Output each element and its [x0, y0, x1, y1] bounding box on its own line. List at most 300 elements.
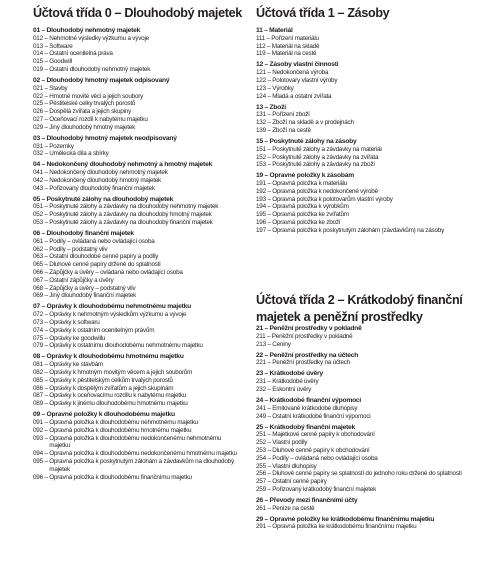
account-code: 022 [33, 92, 43, 100]
code-separator: – [267, 412, 271, 420]
account-row [256, 50, 468, 58]
code-separator: – [264, 172, 268, 180]
account-code: 095 [33, 457, 43, 465]
account-row [33, 43, 243, 51]
code-separator: – [264, 351, 268, 359]
code-separator: – [267, 385, 271, 393]
account-name: Umělecká díla a sbírky [49, 150, 109, 158]
account-name: Poskytnuté zálohy a závdavky na zboží [272, 161, 375, 169]
account-row [256, 523, 468, 531]
account-name: Zásoby vlastní činnosti [269, 61, 339, 69]
account-row [33, 450, 243, 458]
account-code: 253 [256, 446, 266, 454]
code-separator: – [44, 450, 48, 458]
code-separator: – [267, 404, 271, 412]
code-separator: – [44, 84, 48, 92]
account-row [256, 180, 468, 188]
account-row [33, 392, 243, 400]
code-separator: – [267, 153, 271, 161]
account-row [33, 458, 243, 474]
code-separator: – [41, 134, 45, 142]
code-separator: – [266, 332, 271, 340]
code-separator: – [267, 470, 271, 478]
code-separator: – [44, 203, 48, 211]
account-row [256, 439, 468, 447]
account-name: Poskytnuté zálohy a závdavky na dlouhodobý nehmotný majetek [49, 203, 219, 211]
account-row [256, 505, 468, 513]
account-name: Oprávky k jinému dlouhodobému hmotnému majetku [49, 400, 188, 408]
account-code: 24 [256, 396, 263, 404]
account-name: Opravné položky ke krátkodobému finančnímu majetku [269, 515, 435, 523]
account-row [256, 111, 468, 119]
code-separator: – [44, 376, 48, 384]
code-separator: – [266, 42, 271, 50]
account-row [33, 369, 243, 377]
account-row [256, 127, 468, 135]
account-name: Ostatní cenné papíry [272, 478, 327, 486]
account-group [256, 61, 468, 69]
account-code: 121 [256, 69, 266, 77]
account-code: 139 [256, 126, 266, 134]
account-code: 213 [256, 340, 266, 348]
account-code: 019 [33, 65, 43, 73]
account-code: 131 [256, 111, 266, 119]
account-name: Opravná položka ke zboží [272, 219, 341, 227]
account-code: 068 [33, 284, 43, 292]
account-name: Opravné položky k zásobám [269, 172, 354, 180]
account-group [33, 196, 243, 204]
account-row [33, 285, 243, 293]
account-name: Oprávky k dlouhodobému hmotnému majetku [46, 353, 184, 361]
account-row [33, 169, 243, 177]
account-code: 124 [256, 92, 266, 100]
account-row [256, 463, 468, 471]
account-code: 096 [33, 473, 43, 481]
code-separator: – [44, 368, 48, 376]
code-separator: – [44, 326, 48, 334]
account-code: 122 [256, 76, 266, 84]
class0-account-list [33, 27, 243, 481]
account-name: Oceňovací rozdíl k nabytému majetku [49, 115, 148, 123]
account-code: 22 [256, 351, 263, 359]
code-separator: – [267, 454, 271, 462]
account-name: Stavby [49, 84, 68, 92]
code-separator: – [267, 203, 271, 211]
code-separator: – [44, 50, 48, 58]
code-separator: – [267, 478, 271, 486]
code-separator: – [267, 446, 271, 454]
code-separator: – [267, 219, 271, 227]
account-row [33, 319, 243, 327]
account-code: 09 [33, 411, 40, 419]
account-name: Oprávky k dospělým zvířatům a jejich skupinám [49, 384, 174, 392]
account-code: 085 [33, 376, 43, 384]
account-name: Opravná položka k dlouhodobému nedokončenému hmotnému majetku [49, 450, 237, 458]
account-code: 196 [256, 219, 266, 227]
account-row [256, 161, 468, 169]
account-name: Ostatní dlouhodobé cenné papíry a podíly [49, 253, 159, 261]
code-separator: – [267, 504, 271, 512]
code-separator: – [44, 457, 48, 465]
account-code: 252 [256, 439, 266, 447]
account-row [33, 277, 243, 285]
account-name: Materiál na cestě [271, 50, 317, 58]
account-code: 259 [256, 485, 266, 493]
account-row [256, 405, 468, 413]
account-name: Jiný dlouhodobý hmotný majetek [49, 123, 136, 131]
account-name: Nedokončená výroba [272, 69, 329, 77]
account-code: 197 [256, 226, 266, 234]
code-separator: – [44, 334, 48, 342]
code-separator: – [44, 342, 48, 350]
account-code: 065 [33, 261, 43, 269]
code-separator: – [41, 303, 45, 311]
code-separator: – [44, 284, 48, 292]
account-row [33, 35, 243, 43]
code-separator: – [44, 311, 48, 319]
account-code: 073 [33, 319, 43, 327]
account-code: 19 [256, 172, 263, 180]
account-row [256, 470, 468, 478]
code-separator: – [44, 400, 48, 408]
code-separator: – [44, 34, 48, 42]
account-name: Oprávky k dlouhodobému nehmotnému majetku [46, 303, 191, 311]
account-row [33, 185, 243, 193]
code-separator: – [267, 462, 271, 470]
code-separator: – [44, 292, 48, 300]
account-name: Zápůjčky a úvěry – podstatný vliv [49, 284, 136, 292]
code-separator: – [44, 184, 48, 192]
account-code: 15 [256, 137, 263, 145]
code-separator: – [264, 137, 268, 145]
account-code: 041 [33, 169, 43, 177]
account-code: 015 [33, 58, 43, 66]
account-group [256, 497, 468, 505]
account-name: Dluhové cenné papíry držené do splatnosti [49, 261, 161, 269]
account-name: Opravná položka k poskytnutým zálohám a závdavkům na dlouhodobý majetek [49, 457, 234, 473]
code-separator: – [264, 515, 268, 523]
account-group [256, 516, 468, 524]
account-name: Podíly – ovládaná nebo ovládající osoba [49, 237, 155, 245]
code-separator: – [44, 58, 48, 66]
account-code: 112 [256, 42, 266, 50]
account-row [256, 431, 468, 439]
code-separator: – [44, 142, 48, 150]
account-row [256, 486, 468, 494]
account-code: 079 [33, 342, 43, 350]
account-row [33, 427, 243, 435]
class2-account-list [256, 325, 468, 531]
account-code: 074 [33, 326, 43, 334]
account-group [256, 27, 468, 35]
account-name: Goodwill [49, 58, 72, 66]
account-name: Oprávky k nehmotným výsledkům výzkumu a vývoje [49, 311, 187, 319]
account-code: 29 [256, 515, 263, 523]
account-row [256, 478, 468, 486]
account-name: Majetkové cenné papíry k obchodování [272, 431, 375, 439]
account-row [33, 211, 243, 219]
code-separator: – [44, 269, 48, 277]
account-row [33, 361, 243, 369]
account-row [33, 261, 243, 269]
account-name: Krátkodobý finanční majetek [269, 423, 355, 431]
code-separator: – [41, 195, 45, 203]
account-code: 026 [33, 108, 43, 116]
code-separator: – [44, 473, 48, 481]
account-name: Nedokončený dlouhodobý nehmotný majetek [49, 169, 168, 177]
code-separator: – [267, 359, 271, 367]
code-separator: – [41, 161, 45, 169]
account-name: Zápůjčky a úvěry – ovládaná nebo ovládající osoba [49, 269, 183, 277]
account-code: 075 [33, 334, 43, 342]
account-name: Peněžní prostředky v pokladně [269, 325, 362, 332]
account-row [256, 413, 468, 421]
account-name: Dlouhodobý nehmotný majetek [46, 27, 141, 34]
account-row [256, 69, 468, 77]
account-code: 211 [256, 332, 266, 340]
account-code: 153 [256, 161, 266, 169]
class1-account-list [256, 27, 468, 235]
account-group [256, 397, 468, 405]
account-name: Pořizovaný dlouhodobý finanční majetek [49, 184, 155, 192]
account-row [33, 85, 243, 93]
code-separator: – [264, 423, 268, 431]
code-separator: – [44, 253, 48, 261]
account-group [256, 172, 468, 180]
account-code: 03 [33, 134, 40, 142]
account-name: Poskytnuté zálohy na zásoby [269, 137, 357, 145]
account-name: Nehmotné výsledky výzkumu a vývoje [49, 34, 149, 42]
account-name: Software [49, 42, 73, 50]
account-code: 193 [256, 195, 266, 203]
account-code: 26 [256, 496, 263, 504]
account-name: Ostatní krátkodobé finanční výpomoci [272, 412, 371, 420]
code-separator: – [267, 439, 271, 447]
account-row [33, 238, 243, 246]
account-name: Pořizovaný krátkodobý finanční majetek [272, 485, 377, 493]
account-group [33, 27, 243, 35]
account-code: 23 [256, 370, 263, 378]
account-code: 08 [33, 353, 40, 361]
account-row [256, 154, 468, 162]
account-code: 05 [33, 195, 40, 203]
code-separator: – [264, 103, 268, 111]
code-separator: – [267, 431, 271, 439]
code-separator: – [267, 226, 271, 234]
account-group [256, 424, 468, 432]
code-separator: – [267, 92, 271, 100]
account-code: 053 [33, 219, 43, 227]
account-name: Peníze na cestě [272, 504, 315, 512]
account-code: 25 [256, 423, 263, 431]
account-code: 013 [33, 42, 43, 50]
account-code: 087 [33, 392, 43, 400]
account-code: 151 [256, 145, 266, 153]
account-code: 12 [256, 61, 263, 69]
code-separator: – [264, 396, 268, 404]
account-code: 021 [33, 84, 43, 92]
account-name: Opravná položka ke zvířatům [272, 211, 349, 219]
account-row [256, 341, 468, 349]
account-code: 063 [33, 253, 43, 261]
account-name: Mladá a ostatní zvířata [272, 92, 332, 100]
code-separator: – [264, 370, 268, 378]
account-name: Zboží na cestě [272, 126, 311, 134]
account-row [33, 124, 243, 132]
account-code: 192 [256, 187, 266, 195]
account-row [33, 108, 243, 116]
account-row [33, 116, 243, 124]
account-group [33, 135, 243, 143]
account-name: Podíly – ovládaná nebo ovládající osoba [272, 454, 378, 462]
code-separator: – [44, 115, 48, 123]
class2-title: Účtová třída 2 – Krátkodobý finanční majetek a peněžní prostředky [256, 293, 463, 324]
account-code: 01 [33, 27, 40, 34]
code-separator: – [267, 161, 271, 169]
account-name: Opravná položka k výrobkům [272, 203, 349, 211]
account-code: 029 [33, 123, 43, 131]
account-name: Opravná položka k dlouhodobému nedokončenému nehmotnému majetku [49, 434, 222, 450]
account-name: Poskytnuté zálohy a závdavky na dlouhodobý finanční majetek [49, 219, 213, 227]
account-row [256, 333, 468, 341]
code-separator: – [44, 237, 48, 245]
account-name: Hmotné movité věci a jejich soubory [49, 92, 144, 100]
account-code: 032 [33, 150, 43, 158]
account-name: Opravná položka k dlouhodobému hmotnému majetku [49, 426, 192, 434]
class1-title: Účtová třída 1 – Zásoby [256, 6, 390, 20]
account-name: Oprávky ke goodwillu [49, 334, 106, 342]
account-code: 091 [33, 418, 43, 426]
account-group [256, 138, 468, 146]
class0-title: Účtová třída 0 – Dlouhodobý majetek [33, 6, 242, 20]
account-row [33, 311, 243, 319]
account-code: 012 [33, 34, 43, 42]
account-name: Pozemky [49, 142, 74, 150]
account-name: Materiál na skladě [271, 42, 320, 50]
account-row [33, 292, 243, 300]
account-code: 072 [33, 311, 43, 319]
account-name: Krátkodobé úvěry [272, 378, 319, 386]
account-name: Dlouhodobý hmotný majetek neodpisovaný [46, 134, 177, 142]
account-name: Ceniny [272, 340, 291, 348]
account-row [33, 150, 243, 158]
account-code: 052 [33, 211, 43, 219]
code-separator: – [44, 123, 48, 131]
account-row [256, 447, 468, 455]
account-code: 195 [256, 211, 266, 219]
code-separator: – [264, 61, 268, 69]
account-name: Ostatní dlouhodobý nehmotný majetek [49, 65, 151, 73]
account-name: Emitované krátkodobé dluhopisy [272, 404, 358, 412]
account-row [256, 219, 468, 227]
account-code: 094 [33, 450, 43, 458]
account-row [33, 66, 243, 74]
account-row [256, 386, 468, 394]
code-separator: – [44, 434, 48, 442]
account-code: 067 [33, 276, 43, 284]
account-code: 111 [256, 34, 265, 42]
account-name: Oprávky k hmotným movitým věcem a jejich souborům [49, 368, 193, 376]
code-separator: – [44, 150, 48, 158]
account-code: 255 [256, 462, 266, 470]
account-group [256, 370, 468, 378]
account-name: Dluhové cenné papíry se splatností do jednoho roku držené do splatnosti [272, 470, 462, 478]
account-code: 04 [33, 161, 40, 169]
account-code: 231 [256, 378, 266, 386]
account-row [33, 203, 243, 211]
code-separator: – [264, 496, 268, 504]
code-separator: – [41, 230, 45, 238]
account-row [33, 342, 243, 350]
account-code: 251 [256, 431, 266, 439]
account-code: 061 [33, 237, 43, 245]
account-name: Pořízení materiálu [271, 34, 319, 42]
account-code: 11 [256, 27, 263, 34]
account-name: Dlouhodobý hmotný majetek odpisovaný [46, 76, 170, 84]
account-name: Eskontní úvěry [272, 385, 312, 393]
account-row [33, 419, 243, 427]
account-group [33, 161, 243, 169]
account-name: Ostatní zápůjčky a úvěry [49, 276, 114, 284]
account-name: Převody mezi finančními účty [269, 496, 358, 504]
account-name: Opravná položka k materiálu [272, 180, 348, 188]
account-row [33, 253, 243, 261]
account-group [256, 104, 468, 112]
account-row [256, 35, 468, 43]
account-row [33, 269, 243, 277]
account-code: 082 [33, 368, 43, 376]
account-name: Oprávky k pěstitelským celkům trvalých porostů [49, 376, 173, 384]
account-row [33, 143, 243, 151]
account-name: Krátkodobé úvěry [269, 370, 323, 378]
account-code: 152 [256, 153, 266, 161]
account-name: Peněžní prostředky na účtech [272, 359, 351, 367]
account-code: 119 [256, 50, 266, 58]
account-name: Opravné položky k dlouhodobému majetku [46, 411, 175, 419]
account-code: 21 [256, 325, 263, 332]
code-separator: – [267, 523, 271, 531]
account-name: Poskytnuté zálohy a závdavky na zvířata [272, 153, 379, 161]
code-separator: – [41, 27, 45, 34]
account-name: Opravná položka k dlouhodobému finančnímu majetku [49, 473, 192, 481]
account-name: Oprávky k ostatnímu dlouhodobému nehmotnému majetku [49, 342, 203, 350]
code-separator: – [44, 426, 48, 434]
code-separator: – [264, 325, 268, 332]
account-row [256, 43, 468, 51]
account-name: Vlastní podíly [272, 439, 308, 447]
account-name: Poskytnuté zálohy a závdavky na dlouhodobý hmotný majetek [49, 211, 212, 219]
account-row [256, 359, 468, 367]
account-code: 06 [33, 230, 40, 238]
account-code: 261 [256, 504, 266, 512]
code-separator: – [267, 187, 271, 195]
account-name: Polotovary vlastní výroby [272, 76, 338, 84]
account-row [256, 227, 468, 235]
account-code: 014 [33, 50, 43, 58]
account-code: 069 [33, 292, 43, 300]
account-name: Opravná položka k poskytnutým zálohám (závdavkům) na zásoby [272, 226, 445, 234]
code-separator: – [44, 245, 48, 253]
code-separator: – [267, 485, 271, 493]
account-name: Opravná položka k dlouhodobému nehmotnému majetku [49, 418, 198, 426]
account-code: 07 [33, 303, 40, 311]
account-row [256, 146, 468, 154]
account-row [256, 119, 468, 127]
account-row [256, 188, 468, 196]
code-separator: – [267, 378, 271, 386]
account-code: 062 [33, 245, 43, 253]
account-code: 249 [256, 412, 266, 420]
